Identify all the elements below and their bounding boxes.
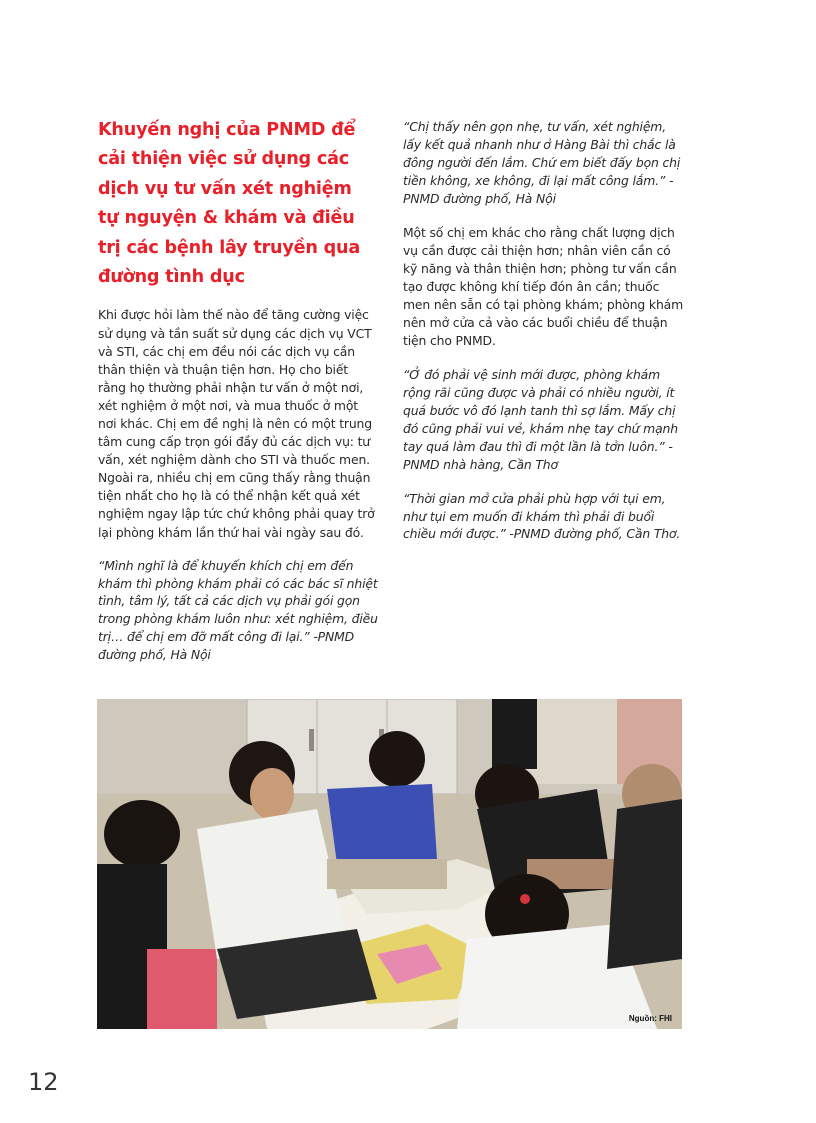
body-paragraph: Khi được hỏi làm thế nào để tăng cường việc sử dụng và tần suất sử dụng các dịch vụ VCT và STI, các chị em đều nói các dịch vụ cần thân thiện và thuận tiện hơn. Họ cho biết rằng họ thường phải nhận tư vấn ở một nơi, xét nghiệm ở một nơi, và mua thuốc ở một nơi khác. Chị em đề nghị là nên có một trung tâm cung cấp trọn gói đầy đủ các dịch vụ: tư vấn, xét nghiệm dành cho STI và thuốc men. Ngoài ra, nhiều chị em cũng thấy rằng thuận tiện nhất cho họ là có thể nhận kết quả xét nghiệm ngay lập tức chứ không phải quay trở lại phòng khám lần thứ hai vài ngày sau đó. xyxy=(98,307,375,540)
body-paragraph-quality: Một số chị em khác cho rằng chất lượng dịch vụ cần được cải thiện hơn; nhân viên cần có kỹ năng và thân thiện hơn; phòng tư vấn cần tạo được không khí tiếp đón ân cần; thuốc men nên sẵn có tại phòng khám; phòng khám nên mở cửa cả vào các buổi chiều để thuận tiện cho PNMD. xyxy=(403,224,684,349)
group-mapping-photo xyxy=(97,699,682,1029)
quote-can-tho-restaurant: “Ở đó phải vệ sinh mới được, phòng khám rộng rãi cũng được và phải có nhiều người, ít quá bước vô đó lạnh tanh thì sợ lắm. Mấy chị đó cũng phải vui vẻ, khám nhẹ tay chứ mạnh tay quá làm đau thì đi một lần là tởn luôn.” -PNMD nhà hàng, Cần Thơ xyxy=(403,367,678,472)
right-column xyxy=(403,118,685,559)
quote-hanoi-clinic: “Mình nghĩ là để khuyến khích chị em đến khám thì phòng khám phải có các bác sĩ nhiệt tình, tâm lý, tất cả các dịch vụ phải gói gọn trong phòng khám luôn như: xét nghiệm, điều trị… để chị em đỡ mất công đi lại.” -PNMD đường phố, Hà Nội xyxy=(98,557,378,663)
quote-hang-bai: “Chị thấy nên gọn nhẹ, tư vấn, xét nghiệm, lấy kết quả nhanh như ở Hàng Bài thì chắc là đông người đến lắm. Chứ em biết đấy bọn chị tiền không, xe không, đi lại mất công lắm.” -PNMD đường phố, Hà Nội xyxy=(403,119,681,206)
page-number: 12 xyxy=(28,1068,59,1096)
photo-illustration xyxy=(97,699,682,1029)
section-heading: Khuyến nghị của PNMD để cải thiện việc sử dụng các dịch vụ tư vấn xét nghiệm tự nguyện & khám và điều trị các bệnh lây truyền qua đường tình dục xyxy=(98,120,361,288)
left-column xyxy=(98,116,378,680)
quote-can-tho-street: “Thời gian mở cửa phải phù hợp với tụi em, như tụi em muốn đi khám thì phải đi buổi chiều mới được.” -PNMD đường phố, Cần Thơ. xyxy=(403,490,681,542)
photo-credit: Nguồn: FHI xyxy=(628,1014,672,1023)
